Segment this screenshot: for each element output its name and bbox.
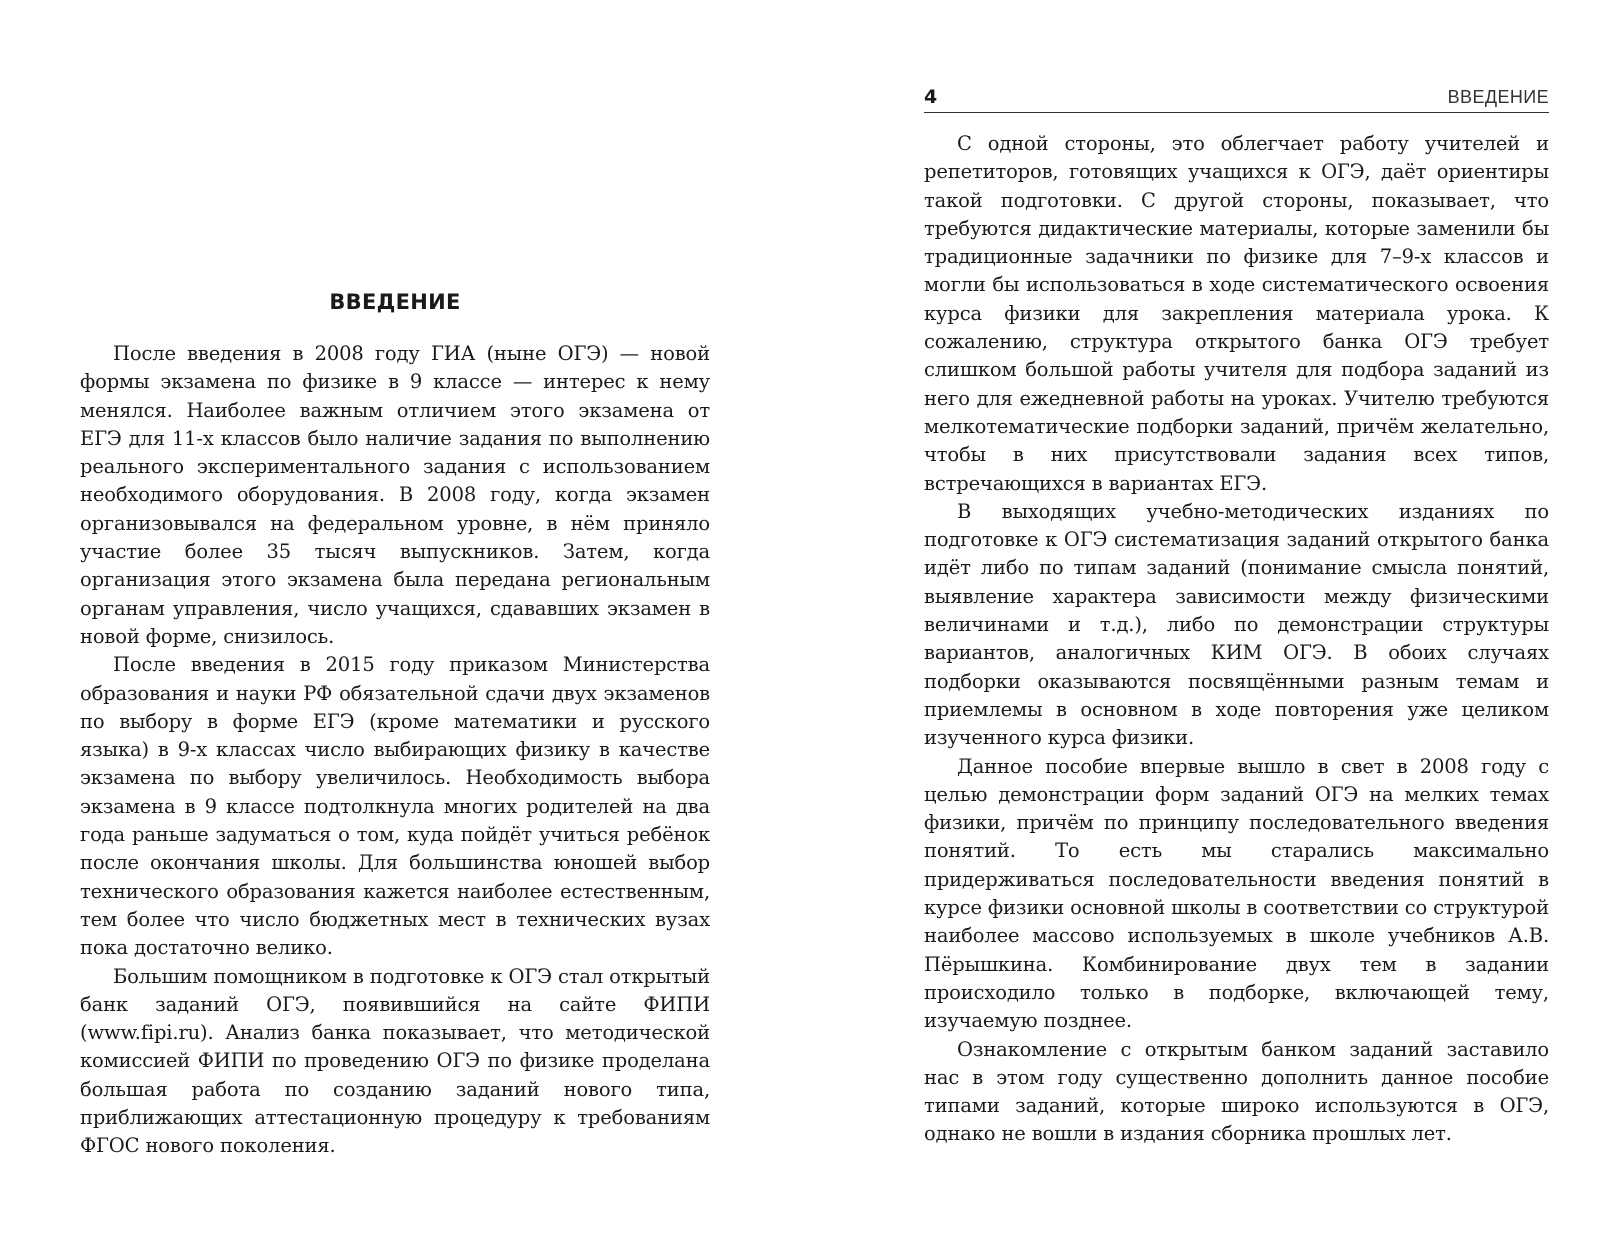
running-header	[924, 86, 1549, 113]
paragraph: После введения в 2015 году приказом Министерства образования и науки РФ обязательной сдачи двух экзаменов по выбору в форме ЕГЭ (кроме математики и русского языка) в 9-х классах число выбирающих физику в качестве экзамена по выбору увеличилось. Необходимость выбора экзамена в 9 классе подтолкнула многих родителей на два года раньше задуматься о том, куда пойдёт учиться ребёнок после окончания школы. Для большинства юношей выбор технического образования кажется наиболее естественным, тем более что число бюджетных мест в технических вузах пока достаточно велико.	[80, 653, 710, 960]
right-page	[924, 0, 1549, 1258]
running-head-title: ВВЕДЕНИЕ	[1447, 87, 1549, 107]
paragraph: Большим помощником в подготовке к ОГЭ стал открытый банк заданий ОГЭ, появившийся на сайте ФИПИ (www.fipi.ru). Анализ банка показывает, что методической комиссией ФИПИ по проведению ОГЭ по физике проделана большая работа по созданию заданий нового типа, приближающих аттестационную процедуру к требованиям ФГОС нового поколения.	[80, 964, 710, 1158]
right-page-body	[924, 130, 1549, 1149]
paragraph: В выходящих учебно-методических изданиях по подготовке к ОГЭ систематизация заданий открытого банка идёт либо по типам заданий (понимание смысла понятий, выявление характера зависимости между физическими величинами и т.д.), либо по демонстрации структуры вариантов, аналогичных КИМ ОГЭ. В обоих случаях подборки оказываются посвящёнными разным темам и приемлемы в основном в ходе повторения уже целиком изученного курса физики.	[924, 499, 1549, 750]
left-page-body	[80, 340, 710, 1161]
paragraph: С одной стороны, это облегчает работу учителей и репетиторов, готовящих учащихся к ОГЭ, даёт ориентиры такой подготовки. С другой стороны, показывает, что требуются дидактические материалы, которые заменили бы традиционные задачники по физике для 7–9-х классов и могли бы использоваться в ходе систематического освоения курса физики для закрепления материала урока. К сожалению, структура открытого банка ОГЭ требует слишком большой работы учителя для подбора заданий из него для ежедневной работы на уроках. Учителю требуются мелкотематические подборки заданий, причём желательно, чтобы в них присутствовали задания всех типов, встречающихся в вариантах ЕГЭ.	[924, 132, 1549, 495]
chapter-title: ВВЕДЕНИЕ	[329, 290, 461, 314]
paragraph: Ознакомление с открытым банком заданий заставило нас в этом году существенно дополнить данное пособие типами заданий, которые широко используются в ОГЭ, однако не вошли в издания сборника прошлых лет.	[924, 1037, 1549, 1146]
page-number: 4	[924, 86, 938, 108]
paragraph: Данное пособие впервые вышло в свет в 2008 году с целью демонстрации форм заданий ОГЭ на мелких темах физики, причём по принципу последовательного введения понятий. То есть мы старались максимально придерживаться последовательности введения понятий в курсе физики основной школы в соответствии со структурой наиболее массово используемых в школе учебников А.В. Пёрышкина. Комбинирование двух тем в задании происходило только в подборке, включающей тему, изучаемую позднее.	[924, 754, 1549, 1033]
paragraph: После введения в 2008 году ГИА (ныне ОГЭ) — новой формы экзамена по физике в 9 классе — интерес к нему менялся. Наиболее важным отличием этого экзамена от ЕГЭ для 11-х классов было наличие задания по выполнению реального экспериментального задания с использованием необходимого оборудования. В 2008 году, когда экзамен организовывался на федеральном уровне, в нём приняло участие более 35 тысяч выпускников. Затем, когда организация этого экзамена была передана региональным органам управления, число учащихся, сдававших экзамен в новой форме, снизилось.	[80, 342, 710, 648]
left-page	[80, 0, 710, 1258]
